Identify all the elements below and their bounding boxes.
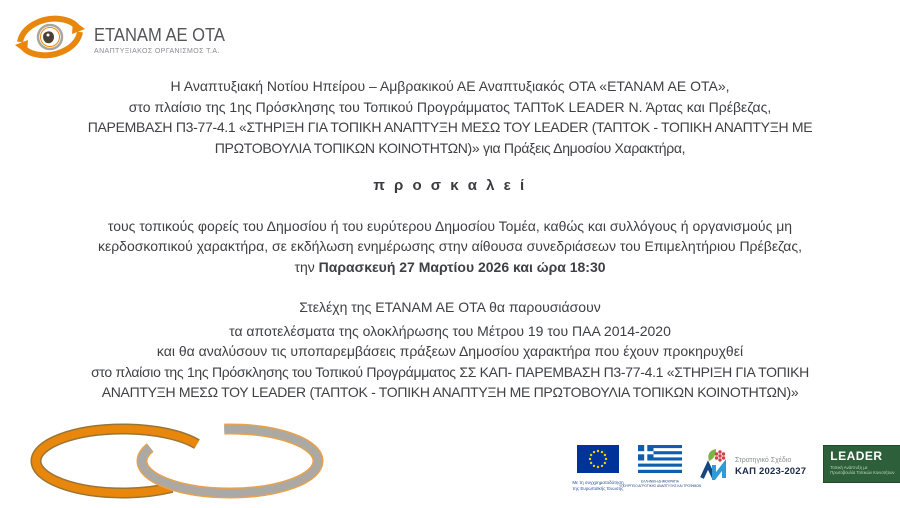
greek-ministry-caption: ΕΛΛΗΝΙΚΗ ΔΗΜΟΚΡΑΤΙΑ ΥΠΟΥΡΓΕΙΟ ΑΓΡΟΤΙΚΗΣ ΑΝΑΠΤΥΞΗΣ ΚΑΙ ΤΡΟΦΙΜΩΝ xyxy=(619,480,701,488)
agenda-line: στο πλαίσιο της 1ης Πρόσκλησης του Τοπικού Προγράμματος ΣΣ ΚΑΠ- ΠΑΡΕΜΒΑΣΗ Π3-77-4.1 «ΣΤΗΡΙΞΗ ΓΙΑ ΤΟΠΙΚΗ xyxy=(91,363,809,380)
leader-logo-block xyxy=(823,445,900,483)
kap-caption: Στρατηγικό Σχέδιο xyxy=(735,456,792,464)
event-date-prefix: την xyxy=(294,258,319,275)
agenda-paragraph xyxy=(0,297,900,403)
greek-ministry-logo-block xyxy=(619,445,701,490)
agenda-line: και θα αναλύσουν τις υποπαρεμβάσεις πράξεων Δημοσίου χαρακτήρα που έχουν προκηρυχθεί xyxy=(156,343,744,359)
agenda-line: τα αποτελέσματα της ολοκλήρωσης του Μέτρου 19 του ΠΑΑ 2014-2020 xyxy=(229,322,671,339)
invitation-line: κερδοσκοπικού χαρακτήρα, σε εκδήλωση ενημέρωσης στην αίθουσα συνεδριάσεων του Επιμελητήριου Πρέβεζας, xyxy=(97,238,803,254)
eu-flag-icon xyxy=(577,445,619,478)
interlocking-rings-decoration xyxy=(18,423,328,508)
brand-subtitle: ΑΝΑΠΤΥΞΙΑΚΟΣ ΟΡΓΑΝΙΣΜΟΣ Τ.Α. xyxy=(94,47,220,55)
leader-caption: Τοπική Ανάπτυξη με xyxy=(830,465,868,470)
event-date-line xyxy=(0,257,900,278)
kap-title: ΚΑΠ 2023-2027 xyxy=(735,465,807,477)
eu-caption: Με τη συγχρηματοδότηση της Ευρωπαϊκής Ένωσης xyxy=(572,480,624,491)
brand-title: ETANAM AE OTA xyxy=(94,24,225,45)
invitation-paragraph xyxy=(0,216,900,278)
kap-logo-icon xyxy=(700,448,730,485)
leader-title: LEADER xyxy=(830,449,883,463)
intro-line: Η Αναπτυξιακή Νοτίου Ηπείρου – Αμβρακικού ΑΕ Αναπτυξιακός ΟΤΑ «ΕΤΑΝΑΜ ΑΕ ΟΤΑ», xyxy=(170,78,730,94)
intro-line: ΠΡΩΤΟΒΟΥΛΙΑ ΤΟΠΙΚΩΝ ΚΟΙΝΟΤΗΤΩΝ)» για Πράξεις Δημοσίου Χαρακτήρα, xyxy=(214,139,686,156)
leader-caption: Πρωτοβουλία Τοπικών Κοινοτήτων xyxy=(830,470,895,476)
event-date: Παρασκευή 27 Μαρτίου 2026 και ώρα 18:30 xyxy=(318,258,606,275)
eu-logo-block xyxy=(572,445,624,491)
agenda-line: ΑΝΑΠΤΥΞΗ ΜΕΣΩ ΤΟΥ LEADER (ΤΑΠΤΟΚ - ΤΟΠΙΚΗ ΑΝΑΠΤΥΞΗ ΜΕ ΠΡΩΤΟΒΟΥΛΙΑ ΤΟΠΙΚΩΝ ΚΟΙΝΟΤΗΤΩΝ)» xyxy=(101,384,799,400)
kap-logo-block xyxy=(700,448,806,485)
intro-line: ΠΑΡΕΜΒΑΣΗ Π3-77-4.1 «ΣΤΗΡΙΞΗ ΓΙΑ ΤΟΠΙΚΗ ΑΝΑΠΤΥΞΗ ΜΕΣΩ ΤΟΥ LEADER (ΤΑΠΤΟΚ - ΤΟΠΙΚΗ ΑΝΑΠΤΥΞΗ ΜΕ xyxy=(87,119,813,135)
invite-word: π ρ ο σ κ α λ ε ί xyxy=(373,177,527,194)
intro-paragraph xyxy=(0,76,900,158)
funding-logos-strip xyxy=(572,445,900,491)
intro-line: στο πλαίσιο της 1ης Πρόσκλησης του Τοπικού Προγράμματος ΤΑΠΤοΚ LEADER Ν. Άρτας και Πρέβεζας, xyxy=(128,98,772,115)
invitation-line: τους τοπικούς φορείς του Δημοσίου ή του ευρύτερου Δημοσίου Τομέα, καθώς και συλλόγους ή οργανισμούς μη xyxy=(107,217,793,234)
greek-flag-icon xyxy=(638,445,682,478)
agenda-lead: Στελέχη της ΕΤΑΝΑΜ ΑΕ ΟΤΑ θα παρουσιάσουν xyxy=(299,299,601,315)
